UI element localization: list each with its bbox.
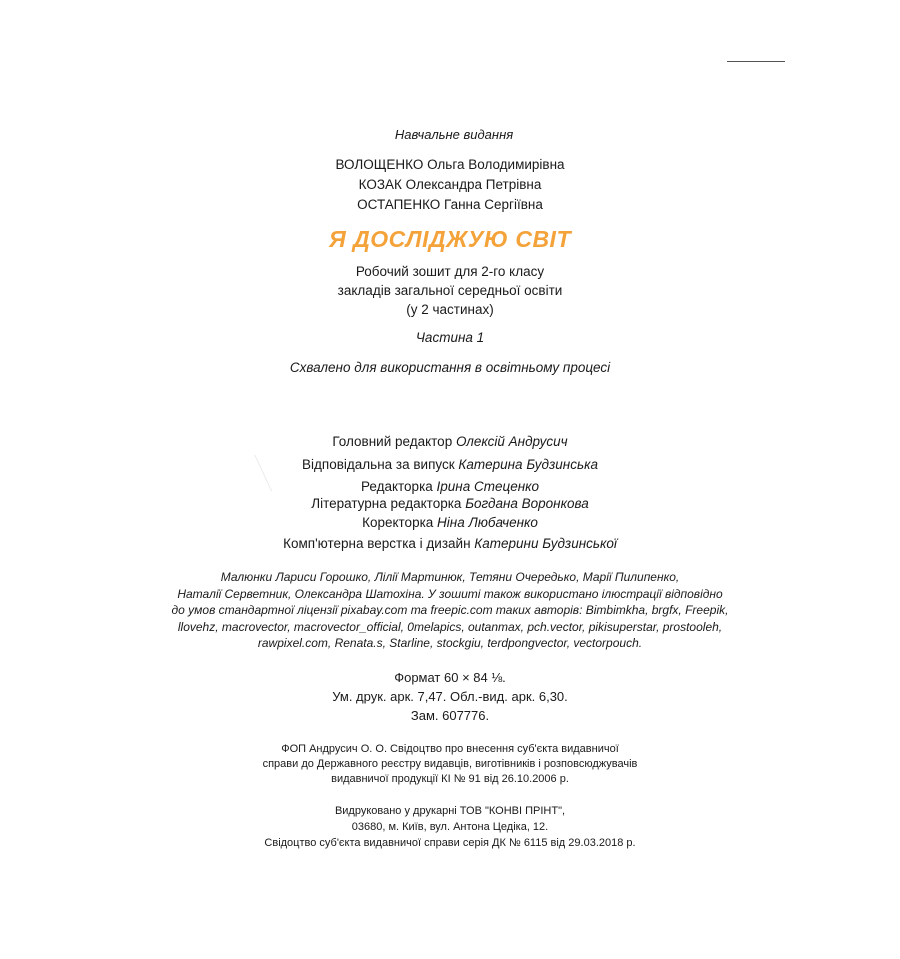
- subtitle-line-3: (у 2 частинах): [406, 302, 494, 317]
- illustrations-line-5: rawpixel.com, Renata.s, Starline, stockgiu, terdpongvector, vectorpouch.: [257, 636, 643, 650]
- credit-2: [0, 457, 900, 472]
- credit-1: [0, 434, 900, 449]
- corner-rule: [727, 61, 785, 62]
- credit-6: [0, 536, 900, 551]
- credit-name: Ніна Любаченко: [437, 515, 538, 530]
- illustrations-line-3: до умов стандартної ліцензії pixabay.com та freepic.com таких авторів: Bimbimkha, brgfx, Freepik,: [171, 603, 729, 617]
- credit-3: [0, 479, 900, 494]
- format-line-3: Зам. 607776.: [410, 708, 490, 723]
- publisher-line-2: справи до Державного реєстру видавців, виготівників і розповсюджувачів: [262, 758, 638, 770]
- credit-5: [0, 515, 900, 530]
- author-2: КОЗАК Олександра Петрівна: [358, 177, 542, 192]
- book-title: Я ДОСЛІДЖУЮ СВІТ: [329, 226, 571, 252]
- illustrations-line-4: llovehz, macrovector, macrovector_official, 0melapics, outanmax, pch.vector, pikisuperstar, prostooleh,: [177, 620, 723, 634]
- printer-line-2: 03680, м. Київ, вул. Антона Цедіка, 12.: [351, 821, 549, 833]
- credit-role: Головний редактор: [332, 434, 456, 449]
- approval-note: Схвалено для використання в освітньому процесі: [289, 360, 611, 375]
- credit-role: Комп'ютерна верстка і дизайн: [283, 536, 475, 551]
- format-line-2: Ум. друк. арк. 7,47. Обл.-вид. арк. 6,30.: [332, 689, 568, 704]
- author-3: ОСТАПЕНКО Ганна Сергіївна: [357, 197, 543, 212]
- edition-type: Навчальне видання: [394, 127, 514, 142]
- credit-role: Редакторка: [360, 479, 437, 494]
- credit-role: Літературна редакторка: [311, 496, 466, 511]
- credit-role: Відповідальна за випуск: [302, 457, 459, 472]
- subtitle-line-1: Робочий зошит для 2-го класу: [355, 264, 545, 279]
- printer-line-3: Свідоцтво суб'єкта видавничої справи серія ДК № 6115 від 29.03.2018 р.: [264, 837, 636, 849]
- credit-name: Катерини Будзинської: [474, 536, 617, 551]
- author-1: ВОЛОЩЕНКО Ольга Володимирівна: [335, 157, 565, 172]
- part-label: Частина 1: [415, 330, 485, 345]
- credit-name: Катерина Будзинська: [458, 457, 598, 472]
- format-line-1: Формат 60 × 84 ⅛.: [394, 670, 506, 685]
- credit-name: Богдана Воронкова: [465, 496, 589, 511]
- credit-4: [0, 496, 900, 511]
- publisher-line-3: видавничої продукції КІ № 91 від 26.10.2006 р.: [331, 773, 569, 785]
- illustrations-line-2: Наталії Серветник, Олександра Шатохіна. У зошиті також використано ілюстрації відповідно: [177, 587, 723, 601]
- credit-role: Коректорка: [362, 515, 438, 530]
- credit-name: Ірина Стеценко: [436, 479, 540, 494]
- printer-line-1: Видруковано у друкарні ТОВ "КОНВІ ПРІНТ",: [334, 805, 566, 817]
- subtitle-line-2: закладів загальної середньої освіти: [337, 283, 563, 298]
- illustrations-line-1: Малюнки Лариси Горошко, Лілії Мартинюк, Тетяни Очередько, Марії Пилипенко,: [220, 570, 680, 584]
- credit-name: Олексій Андрусич: [455, 434, 568, 449]
- publisher-line-1: ФОП Андрусич О. О. Свідоцтво про внесення суб'єкта видавничої: [281, 743, 619, 755]
